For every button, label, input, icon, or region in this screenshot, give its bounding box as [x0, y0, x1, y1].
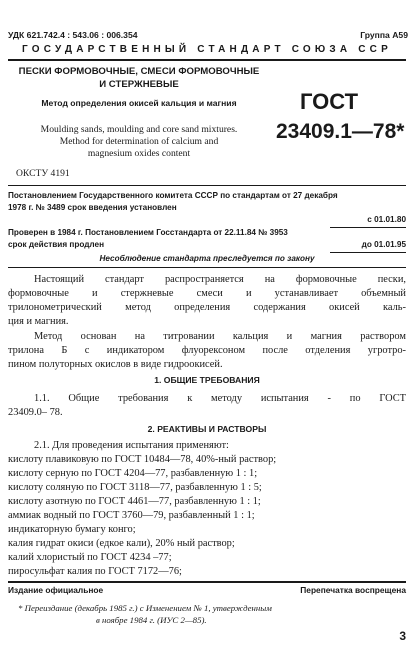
- intro-p1-line-2: формовочные и стержневые смеси и устанавливает объемный: [8, 288, 406, 299]
- reagent-item: аммиак водный по ГОСТ 3760—79, разбавленный 1 : 1;: [8, 510, 255, 521]
- udk-code: УДК 621.742.4 : 543.06 : 006.354: [8, 30, 138, 40]
- intro-p1-line-4: ция и магния.: [8, 316, 69, 327]
- validity-date-rule: [330, 252, 406, 253]
- ru-title-line-1: ПЕСКИ ФОРМОВОЧНЫЕ, СМЕСИ ФОРМОВОЧНЫЕ: [18, 66, 260, 77]
- ru-subtitle: Метод определения окисей кальция и магния: [41, 98, 237, 108]
- intro-p2-line-3: пином полуторных окислов в виде гидроокисей.: [8, 359, 223, 370]
- reagent-item: пиросульфат калия по ГОСТ 7172—76;: [8, 566, 182, 577]
- section-1-heading: 1. ОБЩИЕ ТРЕБОВАНИЯ: [154, 375, 260, 385]
- ru-title-line-2: И СТЕРЖНЕВЫЕ: [99, 79, 179, 90]
- decree-rule: [8, 267, 406, 268]
- validity-date: до 01.01.95: [361, 240, 406, 249]
- intro-p1-line-3: трилонометрический метод определения содержания окисей каль-: [8, 302, 406, 313]
- reagent-item: калия гидрат окиси (едкое кали), 20% ный раствор;: [8, 538, 235, 549]
- en-title-line-3: magnesium oxides content: [87, 148, 191, 159]
- header-rule: [8, 59, 406, 61]
- reagent-item: индикаторную бумагу конго;: [8, 524, 136, 535]
- revision-line-1: Проверен в 1984 г. Постановлением Госстандарта от 22.11.84 № 3953: [8, 228, 288, 237]
- reagent-item: кислоту плавиковую по ГОСТ 10484—78, 40%-ный раствор;: [8, 454, 277, 465]
- title-rule: [8, 185, 406, 186]
- reagent-item: кислоту соляную по ГОСТ 3118—77, разбавленную 1 : 5;: [8, 482, 262, 493]
- reissue-note-line-2: в ноябре 1984 г. (ИУС 2—85).: [96, 615, 207, 625]
- decree-line-2: 1978 г. № 3489 срок введения установлен: [8, 203, 177, 212]
- reissue-note-line-1: * Переиздание (декабрь 1985 г.) с Изменением № 1, утвержденным: [18, 603, 272, 613]
- intro-p1-line-1: Настоящий стандарт распространяется на формовочные пески,: [34, 274, 406, 285]
- section-2-heading: 2. РЕАКТИВЫ И РАСТВОРЫ: [147, 424, 267, 434]
- section-1-line-2: 23409.0– 78.: [8, 407, 63, 418]
- effective-date: с 01.01.80: [367, 215, 406, 224]
- en-title: [8, 124, 270, 160]
- en-title-line-1: Moulding sands, moulding and core sand mixtures.: [40, 124, 238, 135]
- footer-rule: [8, 581, 406, 583]
- official-edition: Издание официальное: [8, 585, 104, 595]
- page-number: 3: [399, 629, 406, 643]
- group-code: Группа А59: [360, 30, 408, 40]
- okstu-code: ОКСТУ 4191: [16, 168, 70, 179]
- gost-label: ГОСТ: [300, 89, 359, 114]
- reagents-intro: 2.1. Для проведения испытания применяют:: [34, 440, 229, 451]
- decree-line-1: Постановлением Государственного комитета СССР по стандартам от 27 декабря: [8, 191, 338, 200]
- en-title-line-2: Method for determination of calcium and: [59, 136, 219, 147]
- gost-number: 23409.1—78*: [276, 120, 405, 143]
- reagent-item: калий хлористый по ГОСТ 4234 –77;: [8, 552, 172, 563]
- reprint-prohibited: Перепечатка воспрещена: [300, 585, 406, 595]
- effective-date-rule: [330, 227, 406, 228]
- state-standard-header: ГОСУДАРСТВЕННЫЙ СТАНДАРТ СОЮЗА ССР: [22, 44, 392, 55]
- revision-line-2: срок действия продлен: [8, 240, 105, 249]
- section-1-line-1: 1.1. Общие требования к методу испытания - по ГОСТ: [34, 393, 406, 404]
- reagent-item: кислоту серную по ГОСТ 4204—77, разбавленную 1 : 1;: [8, 468, 258, 479]
- reagent-item: кислоту азотную по ГОСТ 4461—77, разбавленную 1 : 1;: [8, 496, 261, 507]
- intro-p2-line-1: Метод основан на титровании кальция и магния раствором: [34, 331, 406, 342]
- legal-notice: Несоблюдение стандарта преследуется по закону: [99, 254, 315, 263]
- intro-p2-line-2: трилона Б с индикатором флуорексоном после отделения угротро-: [8, 345, 406, 356]
